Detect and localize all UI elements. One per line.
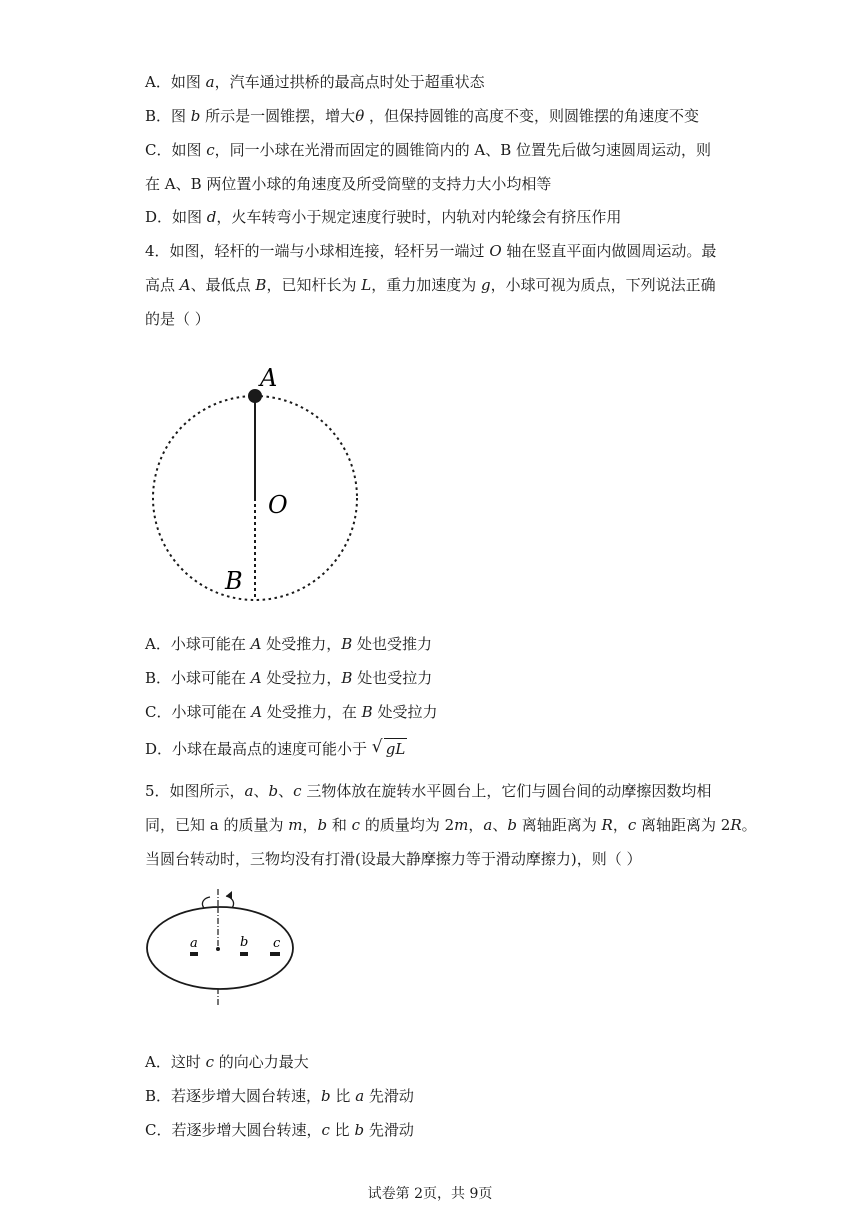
q4-option-c: C．小球可能在 A 处受推力，在 B 处受拉力 — [145, 703, 438, 721]
q4-option-a: A．小球可能在 A 处受推力，B 处也受推力 — [145, 635, 433, 653]
q4-stem-line-2: 高点 A、最低点 B，已知杆长为 L，重力加速度为 g，小球可视为质点，下列说法正确 — [145, 276, 716, 294]
q3-option-b: B．图 b 所示是一圆锥摆，增大θ ，但保持圆锥的高度不变，则圆锥摆的角速度不变 — [145, 107, 699, 125]
q5-stem-line-2: 同，已知 a 的质量为 m，b 和 c 的质量均为 2m，a、b 离轴距离为 R，c 离轴距离为 2R。 — [145, 816, 757, 834]
block-b — [240, 952, 248, 956]
sqrt-gl: √ gL — [371, 737, 406, 758]
q3-option-c-cont: 在 A、B 两位置小球的角速度及所受筒壁的支持力大小均相等 — [145, 175, 552, 193]
label-b: b — [240, 935, 249, 950]
q5-option-c: C．若逐步增大圆台转速，c 比 b 先滑动 — [145, 1121, 414, 1139]
q4-figure — [140, 360, 380, 610]
page-footer: 试卷第 2页，共 9页 — [367, 1186, 493, 1202]
q3-option-a: A．如图 a，汽车通过拱桥的最高点时处于超重状态 — [145, 73, 485, 91]
q4-stem-line-3: 的是（ ） — [145, 310, 210, 328]
label-O: O — [268, 491, 288, 519]
q5-option-a: A．这时 c 的向心力最大 — [145, 1053, 309, 1071]
label-B: B — [225, 567, 243, 595]
label-a: a — [190, 936, 198, 951]
q5-option-b: B．若逐步增大圆台转速，b 比 a 先滑动 — [145, 1087, 414, 1105]
q5-figure — [140, 885, 310, 1010]
block-c — [270, 952, 280, 956]
q5-stem-line-3: 当圆台转动时，三物均没有打滑(设最大静摩擦力等于滑动摩擦力)，则（ ） — [145, 850, 642, 868]
label-c: c — [273, 936, 281, 951]
q3-option-d: D．如图 d，火车转弯小于规定速度行驶时，内轨对内轮缘会有挤压作用 — [145, 208, 622, 226]
q3-option-c: C．如图 c，同一小球在光滑而固定的圆锥筒内的 A、B 位置先后做匀速圆周运动，则 — [145, 141, 712, 159]
q4-option-b: B．小球可能在 A 处受拉力，B 处也受拉力 — [145, 669, 433, 687]
turntable — [147, 907, 293, 989]
q5-stem-line-1: 5．如图所示，a、b、c 三物体放在旋转水平圆台上，它们与圆台间的动摩擦因数均相 — [145, 782, 712, 800]
axis-center — [216, 947, 220, 951]
block-a — [190, 952, 198, 956]
q4-option-d: D．小球在最高点的速度可能小于 √ gL — [145, 737, 406, 758]
label-A: A — [260, 364, 278, 392]
q4-stem-line-1: 4．如图，轻杆的一端与小球相连接，轻杆另一端过 O 轴在竖直平面内做圆周运动。最 — [145, 242, 717, 260]
